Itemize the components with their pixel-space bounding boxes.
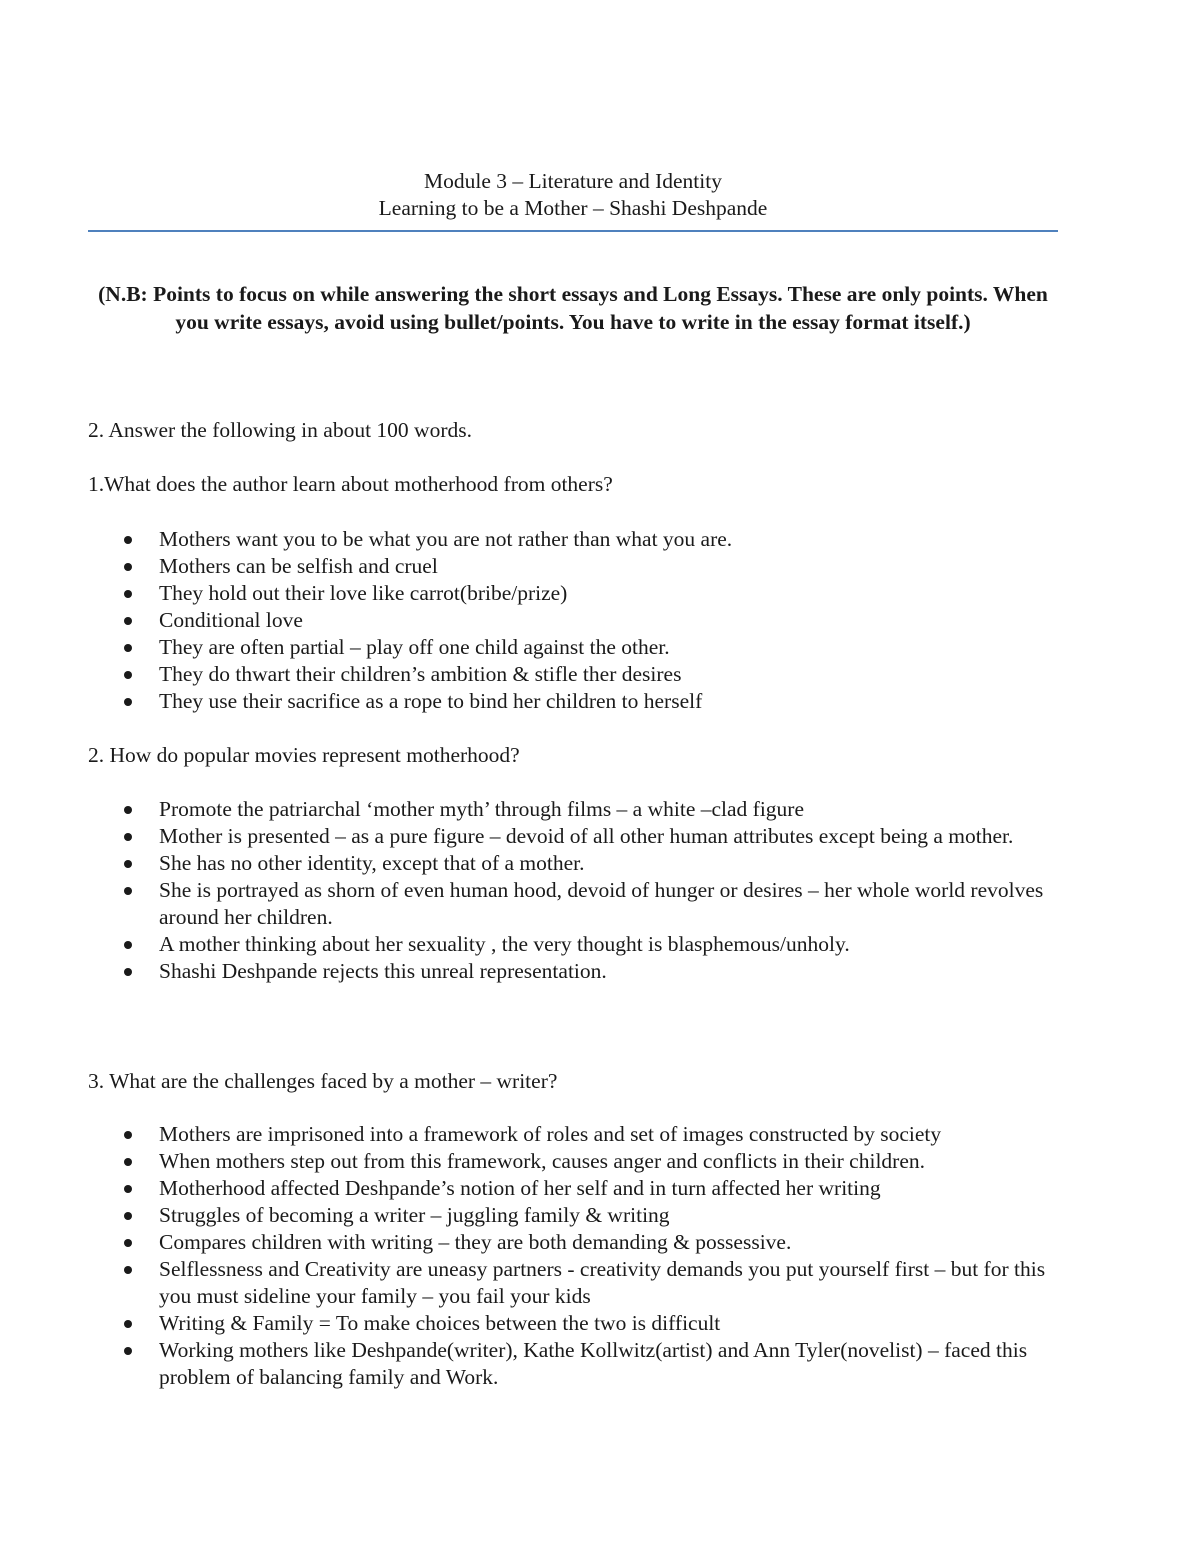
bullet-icon — [124, 1158, 132, 1166]
bullet-icon — [124, 590, 132, 598]
module-title: Module 3 – Literature and Identity — [424, 169, 722, 193]
bullet-icon — [124, 536, 132, 544]
list-item-text: When mothers step out from this framework, causes anger and conflicts in their children. — [159, 1149, 926, 1173]
list-item-text: Motherhood affected Deshpande’s notion of her self and in turn affected her writing — [159, 1176, 881, 1200]
list-item — [0, 823, 1060, 850]
bullet-icon — [124, 617, 132, 625]
list-item — [0, 1229, 1070, 1256]
bullet-icon — [124, 698, 132, 706]
list-item-text: She is portrayed as shorn of even human hood, devoid of hunger or desires – her whole world revolves around her children. — [159, 878, 1044, 929]
list-item-text: A mother thinking about her sexuality , the very thought is blasphemous/unholy. — [159, 932, 850, 956]
list-item-text: Writing & Family = To make choices between the two is difficult — [159, 1311, 721, 1335]
list-item-text: Mothers want you to be what you are not rather than what you are. — [159, 527, 733, 551]
list-item-text: Compares children with writing – they are both demanding & possessive. — [159, 1230, 792, 1254]
question-1-bullet-list — [0, 526, 1090, 715]
document-header — [88, 168, 1058, 222]
bullet-icon — [124, 860, 132, 868]
list-item — [0, 553, 1090, 580]
question-3-bullet-list — [0, 1121, 1070, 1391]
instruction-line: 2. Answer the following in about 100 words. — [88, 418, 472, 442]
list-item-text: Mothers are imprisoned into a framework of roles and set of images constructed by society — [159, 1122, 942, 1146]
bullet-icon — [124, 1266, 132, 1274]
list-item-text: Selflessness and Creativity are uneasy partners - creativity demands you put yourself first – but for this you must sideline your family – you fail your kids — [159, 1257, 1046, 1308]
header-divider — [88, 230, 1058, 232]
list-item — [0, 958, 1060, 985]
list-item — [0, 607, 1090, 634]
list-item — [0, 931, 1060, 958]
bullet-icon — [124, 968, 132, 976]
list-item-text: Promote the patriarchal ‘mother myth’ through films – a white –clad figure — [159, 797, 805, 821]
list-item-text: Shashi Deshpande rejects this unreal representation. — [159, 959, 607, 983]
list-item-text: They hold out their love like carrot(bribe/prize) — [159, 581, 568, 605]
question-2-bullet-list — [0, 796, 1060, 985]
list-item — [0, 1337, 1070, 1391]
list-item-text: She has no other identity, except that of a mother. — [159, 851, 585, 875]
nb-note: (N.B: Points to focus on while answering the short essays and Long Essays. These are only points. When you write essays, avoid using bullet/points. You have to write in the essay format itself.) — [98, 282, 1048, 334]
bullet-icon — [124, 833, 132, 841]
bullet-icon — [124, 671, 132, 679]
bullet-icon — [124, 806, 132, 814]
list-item — [0, 634, 1090, 661]
bullet-icon — [124, 1347, 132, 1355]
bullet-icon — [124, 1131, 132, 1139]
list-item — [0, 688, 1090, 715]
bullet-icon — [124, 563, 132, 571]
bullet-icon — [124, 1239, 132, 1247]
list-item-text: Struggles of becoming a writer – juggling family & writing — [159, 1203, 670, 1227]
list-item — [0, 526, 1090, 553]
list-item — [0, 661, 1090, 688]
question-1: 1.What does the author learn about motherhood from others? — [88, 472, 613, 496]
list-item — [0, 1148, 1070, 1175]
list-item-text: They use their sacrifice as a rope to bind her children to herself — [159, 689, 703, 713]
list-item — [0, 1310, 1070, 1337]
list-item-text: They do thwart their children’s ambition & stifle ther desires — [159, 662, 682, 686]
question-3: 3. What are the challenges faced by a mother – writer? — [88, 1069, 558, 1093]
list-item-text: Mothers can be selfish and cruel — [159, 554, 438, 578]
list-item-text: Working mothers like Deshpande(writer), Kathe Kollwitz(artist) and Ann Tyler(novelist) – faced this problem of balancing family and Work. — [159, 1338, 1028, 1389]
bullet-icon — [124, 1212, 132, 1220]
chapter-title: Learning to be a Mother – Shashi Deshpande — [378, 196, 768, 220]
list-item — [0, 1175, 1070, 1202]
question-2: 2. How do popular movies represent motherhood? — [88, 743, 520, 767]
list-item — [0, 1202, 1070, 1229]
list-item-text: Mother is presented – as a pure figure – devoid of all other human attributes except being a mother. — [159, 824, 1014, 848]
list-item-text: Conditional love — [159, 608, 303, 632]
list-item — [0, 850, 1060, 877]
bullet-icon — [124, 644, 132, 652]
bullet-icon — [124, 1185, 132, 1193]
list-item — [0, 1256, 1070, 1310]
bullet-icon — [124, 1320, 132, 1328]
list-item-text: They are often partial – play off one child against the other. — [159, 635, 670, 659]
list-item — [0, 796, 1060, 823]
list-item — [0, 877, 1060, 931]
bullet-icon — [124, 887, 132, 895]
bullet-icon — [124, 941, 132, 949]
list-item — [0, 1121, 1070, 1148]
list-item — [0, 580, 1090, 607]
